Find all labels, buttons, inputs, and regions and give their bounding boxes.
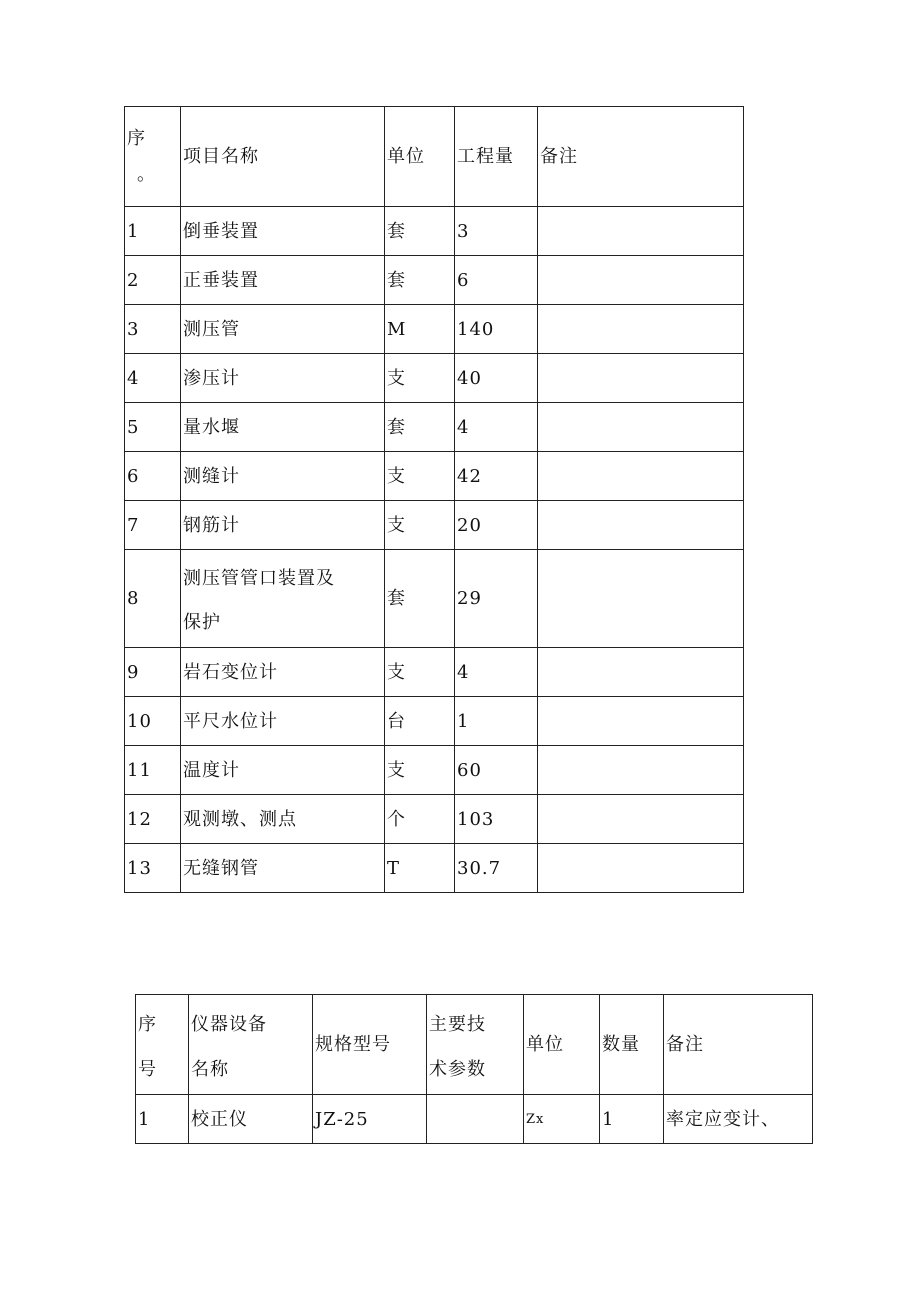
cell-unit: 台	[385, 697, 455, 746]
cell-params	[427, 1095, 524, 1144]
cell-no: 1	[125, 207, 181, 256]
table-row	[125, 305, 744, 354]
table-row	[125, 403, 744, 452]
cell-name: 渗压计	[181, 354, 385, 403]
header-name: 项目名称	[181, 107, 385, 207]
cell-qty: 4	[455, 648, 538, 697]
table-row	[125, 697, 744, 746]
cell-no: 3	[125, 305, 181, 354]
header-seq-line2: 。	[137, 163, 156, 185]
header-name-line1: 仪器设备	[191, 1013, 267, 1035]
cell-remark	[538, 844, 744, 893]
cell-remark	[538, 746, 744, 795]
cell-remark	[538, 207, 744, 256]
header-seq-line1: 序	[138, 1013, 157, 1035]
table-row	[125, 844, 744, 893]
cell-qty: 1	[600, 1095, 664, 1144]
cell-remark	[538, 795, 744, 844]
table-row	[125, 795, 744, 844]
cell-unit: 套	[385, 403, 455, 452]
cell-qty: 29	[455, 550, 538, 648]
cell-remark	[538, 354, 744, 403]
table-row	[125, 648, 744, 697]
cell-name: 平尺水位计	[181, 697, 385, 746]
cell-unit: 支	[385, 501, 455, 550]
table-row	[125, 354, 744, 403]
cell-qty: 20	[455, 501, 538, 550]
cell-no: 9	[125, 648, 181, 697]
equipment-table	[135, 994, 813, 1144]
header-unit: 单位	[385, 107, 455, 207]
header-params	[427, 995, 524, 1095]
cell-qty: 40	[455, 354, 538, 403]
cell-unit: 套	[385, 550, 455, 648]
cell-no: 2	[125, 256, 181, 305]
cell-remark	[538, 697, 744, 746]
cell-no: 13	[125, 844, 181, 893]
cell-remark	[538, 501, 744, 550]
header-remark: 备注	[538, 107, 744, 207]
cell-unit: 支	[385, 746, 455, 795]
cell-name: 校正仪	[189, 1095, 313, 1144]
cell-qty: 60	[455, 746, 538, 795]
header-qty: 数量	[600, 995, 664, 1095]
cell-remark	[538, 452, 744, 501]
cell-unit: 支	[385, 452, 455, 501]
cell-remark	[538, 305, 744, 354]
cell-no: 6	[125, 452, 181, 501]
cell-qty: 42	[455, 452, 538, 501]
cell-no: 5	[125, 403, 181, 452]
cell-qty: 1	[455, 697, 538, 746]
cell-name: 量水堰	[181, 403, 385, 452]
header-name-line2: 名称	[191, 1058, 229, 1080]
cell-name: 温度计	[181, 746, 385, 795]
cell-unit: 个	[385, 795, 455, 844]
cell-unit: 支	[385, 648, 455, 697]
project-quantity-table	[124, 106, 744, 893]
header-seq-line1: 序	[127, 127, 146, 149]
header-seq-line2: 号	[138, 1058, 157, 1080]
cell-qty: 140	[455, 305, 538, 354]
cell-no: 7	[125, 501, 181, 550]
cell-no: 12	[125, 795, 181, 844]
cell-no: 10	[125, 697, 181, 746]
header-qty: 工程量	[455, 107, 538, 207]
cell-unit: T	[385, 844, 455, 893]
header-remark: 备注	[664, 995, 813, 1095]
cell-name: 测压管	[181, 305, 385, 354]
cell-name-line1: 测压管管口装置及	[183, 567, 335, 589]
cell-qty: 3	[455, 207, 538, 256]
table-row	[125, 207, 744, 256]
header-name	[189, 995, 313, 1095]
table-header-row	[136, 995, 813, 1095]
cell-qty: 30.7	[455, 844, 538, 893]
cell-unit: Zx	[524, 1095, 600, 1144]
cell-no: 8	[125, 550, 181, 648]
cell-name: 岩石变位计	[181, 648, 385, 697]
table-row	[125, 452, 744, 501]
cell-name: 钢筋计	[181, 501, 385, 550]
cell-no: 11	[125, 746, 181, 795]
cell-name	[181, 550, 385, 648]
cell-name: 观测墩、测点	[181, 795, 385, 844]
cell-remark	[538, 403, 744, 452]
header-seq	[125, 107, 181, 207]
cell-qty: 6	[455, 256, 538, 305]
cell-unit: 套	[385, 207, 455, 256]
header-unit: 单位	[524, 995, 600, 1095]
cell-unit: 支	[385, 354, 455, 403]
table-row	[125, 256, 744, 305]
cell-name: 倒垂装置	[181, 207, 385, 256]
cell-no: 4	[125, 354, 181, 403]
cell-remark	[538, 648, 744, 697]
cell-unit: 套	[385, 256, 455, 305]
header-seq	[136, 995, 189, 1095]
cell-model: JZ-25	[313, 1095, 427, 1144]
table-row	[125, 501, 744, 550]
table-row	[125, 550, 744, 648]
cell-unit: M	[385, 305, 455, 354]
header-params-line1: 主要技	[429, 1013, 486, 1035]
cell-qty: 103	[455, 795, 538, 844]
cell-remark	[538, 550, 744, 648]
header-model: 规格型号	[313, 995, 427, 1095]
table-row	[136, 1095, 813, 1144]
cell-name-line2: 保护	[183, 611, 221, 633]
cell-name: 无缝钢管	[181, 844, 385, 893]
table-row	[125, 746, 744, 795]
cell-remark: 率定应变计、	[664, 1095, 813, 1144]
cell-no: 1	[136, 1095, 189, 1144]
table-header-row	[125, 107, 744, 207]
cell-name: 正垂装置	[181, 256, 385, 305]
cell-qty: 4	[455, 403, 538, 452]
cell-name: 测缝计	[181, 452, 385, 501]
header-params-line2: 术参数	[429, 1058, 486, 1080]
cell-remark	[538, 256, 744, 305]
